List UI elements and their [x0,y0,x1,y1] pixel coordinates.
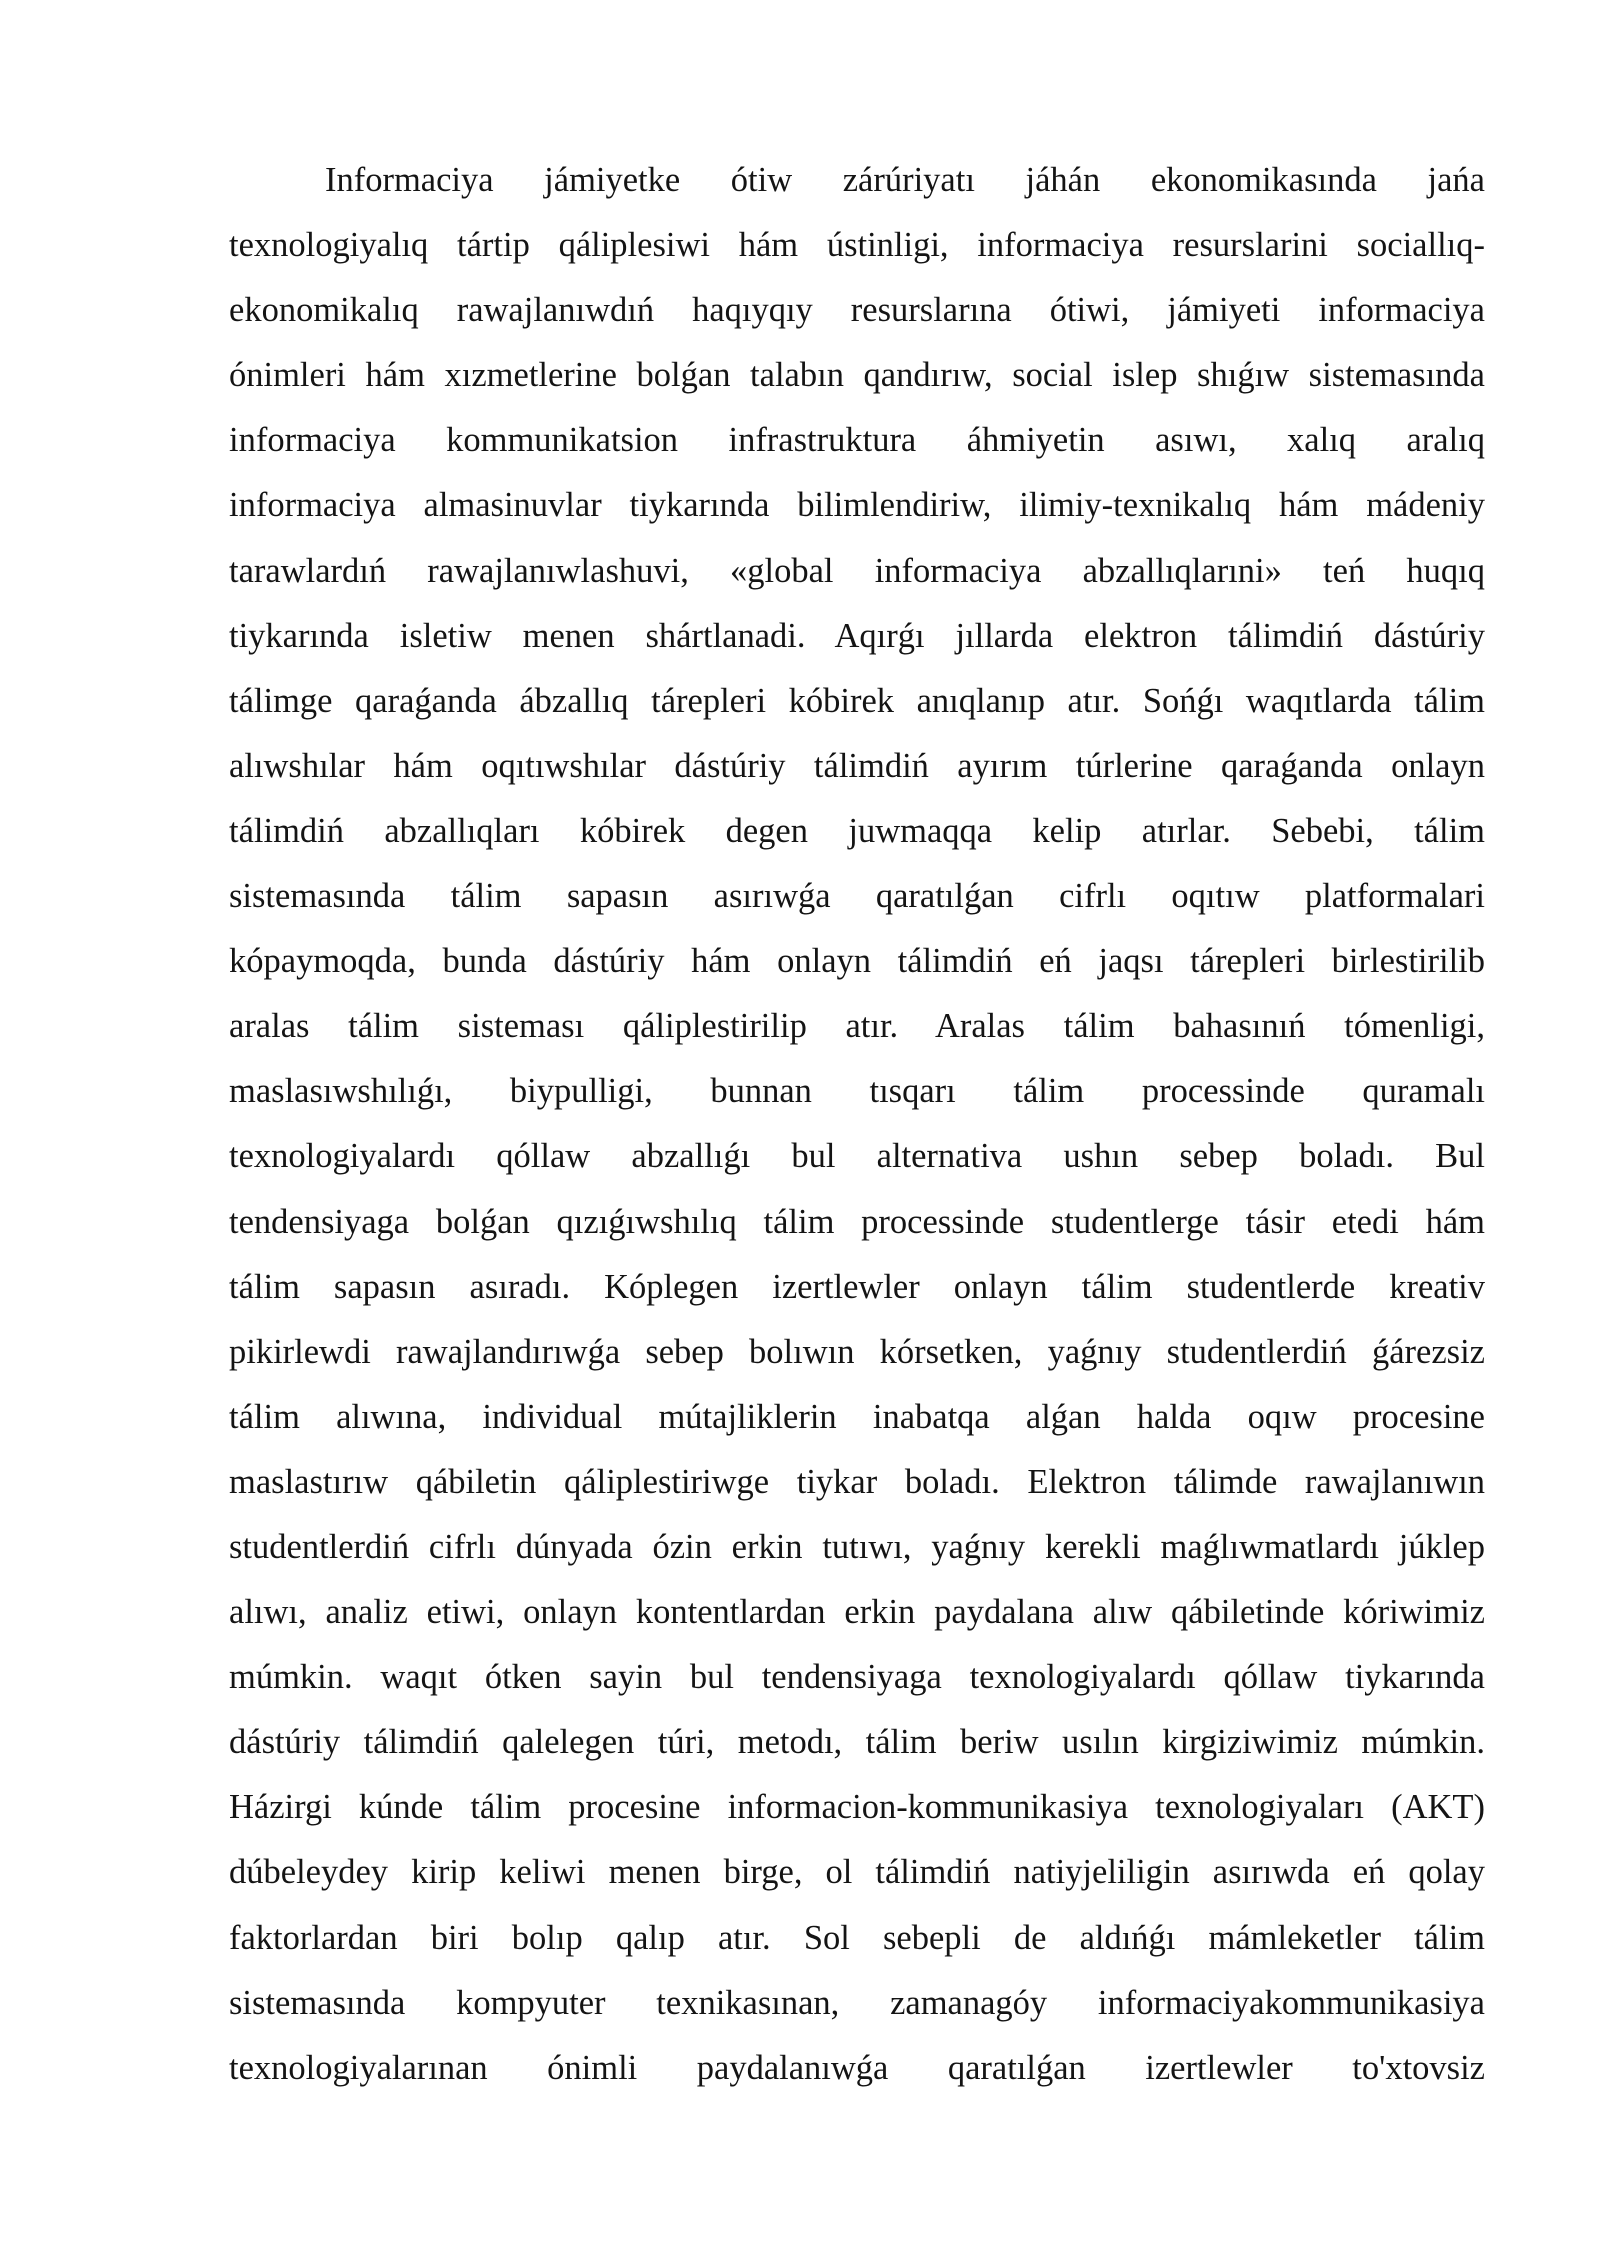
paragraph-line: informaciya almasinuvlar tiykarında bilimlendiriw, ilimiy-texnikalıq hám mádeniy [229,486,1485,525]
paragraph-line: alıwı, analiz etiwi, onlayn kontentlardan erkin paydalana alıw qábiletinde kóriwimiz [229,1593,1485,1632]
paragraph-line: texnologiyalardı qóllaw abzallıǵı bul alternativa ushın sebep boladı. Bul [229,1137,1485,1176]
paragraph-line: maslastırıw qábiletin qáliplestiriwge tiykar boladı. Elektron tálimde rawajlanıwın [229,1462,1485,1501]
paragraph-line: pikirlewdi rawajlandırıwǵa sebep bolıwın kórsetken, yaǵnıy studentlerdiń ǵárezsiz [229,1332,1485,1371]
paragraph-line: Informaciya jámiyetke ótiw zárúriyatı jáhán ekonomikasında jańa [325,161,1485,199]
paragraph-line: Házirgi kúnde tálim procesine informacion-kommunikasiya texnologiyaları (AKT) [229,1788,1485,1827]
paragraph-line: texnologiyalarınan ónimli paydalanıwǵa qaratılǵan izertlewler to'xtovsiz [229,2048,1485,2087]
paragraph-line: maslasıwshılıǵı, biypulligi, bunnan tısqarı tálim processinde quramalı [229,1072,1485,1111]
paragraph-line: alıwshılar hám oqıtıwshılar dástúriy tálimdiń ayırım túrlerine qaraǵanda onlayn [229,746,1485,785]
paragraph-line: ónimleri hám xızmetlerine bolǵan talabın qandırıw, social islep shıǵıw sistemasında [229,356,1485,395]
paragraph-line: múmkin. waqıt ótken sayin bul tendensiyaga texnologiyalardı qóllaw tiykarında [229,1658,1485,1697]
paragraph-line: texnologiyalıq tártip qáliplesiwi hám ústinligi, informaciya resurslarini sociallıq- [229,226,1485,265]
paragraph-line: kópaymoqda, bunda dástúriy hám onlayn tálimdiń eń jaqsı tárepleri birlestirilib [229,942,1485,981]
paragraph-line: dúbeleydey kirip keliwi menen birge, ol tálimdiń natiyjeliligin asırıwda eń qolay [229,1853,1485,1892]
paragraph-line: studentlerdiń cifrlı dúnyada ózin erkin tutıwı, yaǵnıy kerekli maǵlıwmatlardı júklep [229,1527,1485,1566]
paragraph-line: tálimge qaraǵanda ábzallıq tárepleri kóbirek anıqlanıp atır. Sońǵı waqıtlarda tálim [229,681,1485,720]
paragraph-line: sistemasında tálim sapasın asırıwǵa qaratılǵan cifrlı oqıtıw platformalari [229,877,1485,916]
paragraph-line: tálim sapasın asıradı. Kóplegen izertlewler onlayn tálim studentlerde kreativ [229,1267,1485,1306]
paragraph-line: tálimdiń abzallıqları kóbirek degen juwmaqqa kelip atırlar. Sebebi, tálim [229,811,1485,850]
paragraph-line: tálim alıwına, individual mútajliklerin inabatqa alǵan halda oqıw procesine [229,1397,1485,1436]
paragraph-line: tiykarında isletiw menen shártlanadi. Aqırǵı jıllarda elektron tálimdiń dástúriy [229,616,1485,655]
paragraph-line: ekonomikalıq rawajlanıwdıń haqıyqıy resurslarına ótiwi, jámiyeti informaciya [229,291,1485,330]
body-paragraph [229,148,1485,2101]
paragraph-line: informaciya kommunikatsion infrastruktura áhmiyetin asıwı, xalıq aralıq [229,421,1485,460]
paragraph-line: tarawlardıń rawajlanıwlashuvi, «global informaciya abzallıqlarıni» teń huqıq [229,551,1485,590]
paragraph-line: aralas tálim sisteması qáliplestirilip atır. Aralas tálim bahasınıń tómenligi, [229,1007,1485,1046]
paragraph-line: faktorlardan biri bolıp qalıp atır. Sol sebepli de aldıńǵı mámleketler tálim [229,1918,1485,1957]
paragraph-line: dástúriy tálimdiń qalelegen túri, metodı, tálim beriw usılın kirgiziwimiz múmkin. [229,1723,1485,1762]
paragraph-line: sistemasında kompyuter texnikasınan, zamanagóy informaciyakommunikasiya [229,1983,1485,2022]
paragraph-line: tendensiyaga bolǵan qızıǵıwshılıq tálim processinde studentlerge tásir etedi hám [229,1202,1485,1241]
